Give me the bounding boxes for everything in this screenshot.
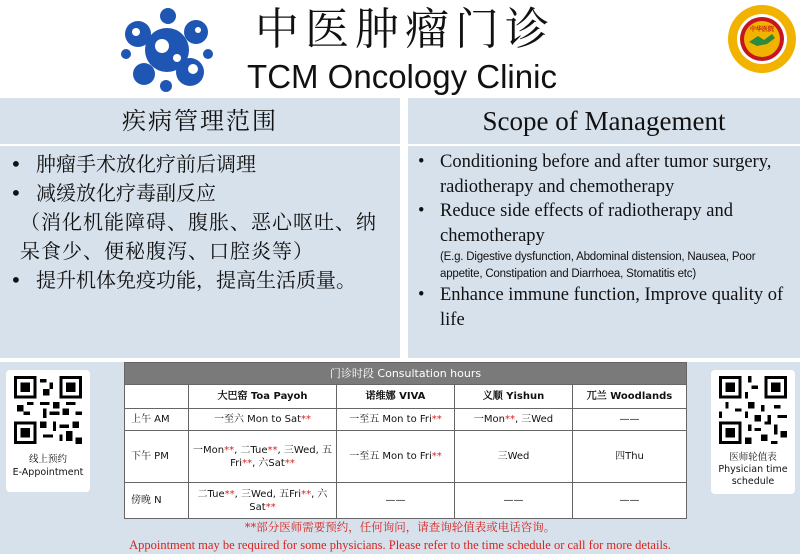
list-item-text: 减缓放化疗毒副反应 xyxy=(36,181,216,205)
list-item-text: Conditioning before and after tumor surgery, radiotherapy and chemotherapy xyxy=(440,152,772,197)
time-slot: 傍晚 N xyxy=(125,483,189,519)
hospital-seal-logo xyxy=(727,4,797,74)
clinic-title-chinese: 中医肿瘤门诊 xyxy=(255,4,555,55)
e-appointment-label-chinese: 线上预约 xyxy=(28,454,67,465)
schedule-cell: 一Mon**, 二Tue**, 三Wed, 五Fri**, 六Sat** xyxy=(189,431,337,483)
consultation-hours-table xyxy=(124,362,687,519)
physician-schedule-label-english: Physician time schedule xyxy=(718,464,788,487)
schedule-cell: —— xyxy=(573,483,687,519)
schedule-cell: 二Tue**, 三Wed, 五Fri**, 六Sat** xyxy=(189,483,337,519)
list-item xyxy=(6,150,388,179)
list-item xyxy=(6,266,388,295)
consultation-section xyxy=(0,362,800,554)
qr-code-icon[interactable] xyxy=(719,376,787,444)
asterisk-marker: ** xyxy=(301,414,312,425)
list-item xyxy=(414,199,792,283)
seal-title: 中华医院 xyxy=(749,26,775,33)
column-header: 大巴窑 Toa Payoh xyxy=(189,385,337,409)
e-appointment-label-english: E-Appointment xyxy=(12,467,84,478)
qr-code-icon[interactable] xyxy=(14,376,82,444)
column-header: 诺维娜 VIVA xyxy=(337,385,455,409)
asterisk-marker: ** xyxy=(301,488,312,500)
list-item-subtext: （消化机能障碍、腹胀、恶心呕吐、纳呆食少、便秘腹泻、口腔炎等） xyxy=(20,210,377,263)
column-header xyxy=(125,385,189,409)
schedule-cell: 一至五 Mon to Fri** xyxy=(337,409,455,431)
schedule-cell: 三Wed xyxy=(455,431,573,483)
list-item xyxy=(414,150,792,199)
column-header: 兀兰 Woodlands xyxy=(573,385,687,409)
scope-list-chinese-panel xyxy=(0,146,400,358)
list-item-text: Enhance immune function, Improve quality of life xyxy=(440,285,784,330)
schedule-cell: 一至六 Mon to Sat** xyxy=(189,409,337,431)
time-slot: 上午 AM xyxy=(125,409,189,431)
asterisk-marker: ** xyxy=(242,457,253,469)
schedule-cell: —— xyxy=(573,409,687,431)
e-appointment-qr-card[interactable] xyxy=(6,370,90,492)
asterisk-marker: ** xyxy=(265,501,276,513)
column-header: 义顺 Yishun xyxy=(455,385,573,409)
list-item-text: Reduce side effects of radiotherapy and chemotherapy xyxy=(440,201,733,246)
table-row xyxy=(125,483,687,519)
asterisk-marker: ** xyxy=(504,414,515,425)
asterisk-marker: ** xyxy=(431,414,442,425)
list-item-text: 肿瘤手术放化疗前后调理 xyxy=(36,152,256,176)
asterisk-marker: ** xyxy=(431,451,442,462)
scope-list-chinese xyxy=(0,146,400,295)
footnote-chinese: **部分医师需要预约，任何询问，请查询轮值表或电话咨询。 xyxy=(244,520,556,534)
time-slot: 下午 PM xyxy=(125,431,189,483)
scope-heading-english: Scope of Management xyxy=(482,106,726,136)
table-row xyxy=(125,431,687,483)
clinic-logo xyxy=(120,6,214,94)
schedule-cell: —— xyxy=(337,483,455,519)
asterisk-marker: ** xyxy=(224,444,235,456)
asterisk-marker: ** xyxy=(224,488,235,500)
scope-heading-english-bar xyxy=(408,98,800,144)
list-item xyxy=(6,179,388,266)
list-item-note: (E.g. Digestive dysfunction, Abdominal distension, Nausea, Poor appetite, Constipation and Diarrhoea, Stomatitis etc) xyxy=(440,251,756,280)
footnote-english: Appointment may be required for some physicians. Please refer to the time schedule or call for more details. xyxy=(129,538,671,552)
scope-list-english-panel xyxy=(408,146,800,358)
schedule-cell: 一Mon**, 三Wed xyxy=(455,409,573,431)
schedule-cell: —— xyxy=(455,483,573,519)
schedule-cell: 四Thu xyxy=(573,431,687,483)
asterisk-marker: ** xyxy=(267,444,278,456)
table-row xyxy=(125,409,687,431)
scope-heading-chinese-bar xyxy=(0,98,400,144)
scope-heading-chinese: 疾病管理范围 xyxy=(122,107,278,135)
asterisk-marker: ** xyxy=(284,457,295,469)
list-item xyxy=(414,283,792,332)
physician-schedule-label-chinese: 医师轮值表 xyxy=(729,452,777,463)
table-caption: 门诊时段 Consultation hours xyxy=(125,363,687,385)
schedule-cell: 一至五 Mon to Fri** xyxy=(337,431,455,483)
scope-list-english xyxy=(408,146,800,332)
clinic-title-english: TCM Oncology Clinic xyxy=(247,58,557,95)
physician-schedule-qr-card[interactable] xyxy=(711,370,795,494)
list-item-text: 提升机体免疫功能，提高生活质量。 xyxy=(36,268,356,292)
